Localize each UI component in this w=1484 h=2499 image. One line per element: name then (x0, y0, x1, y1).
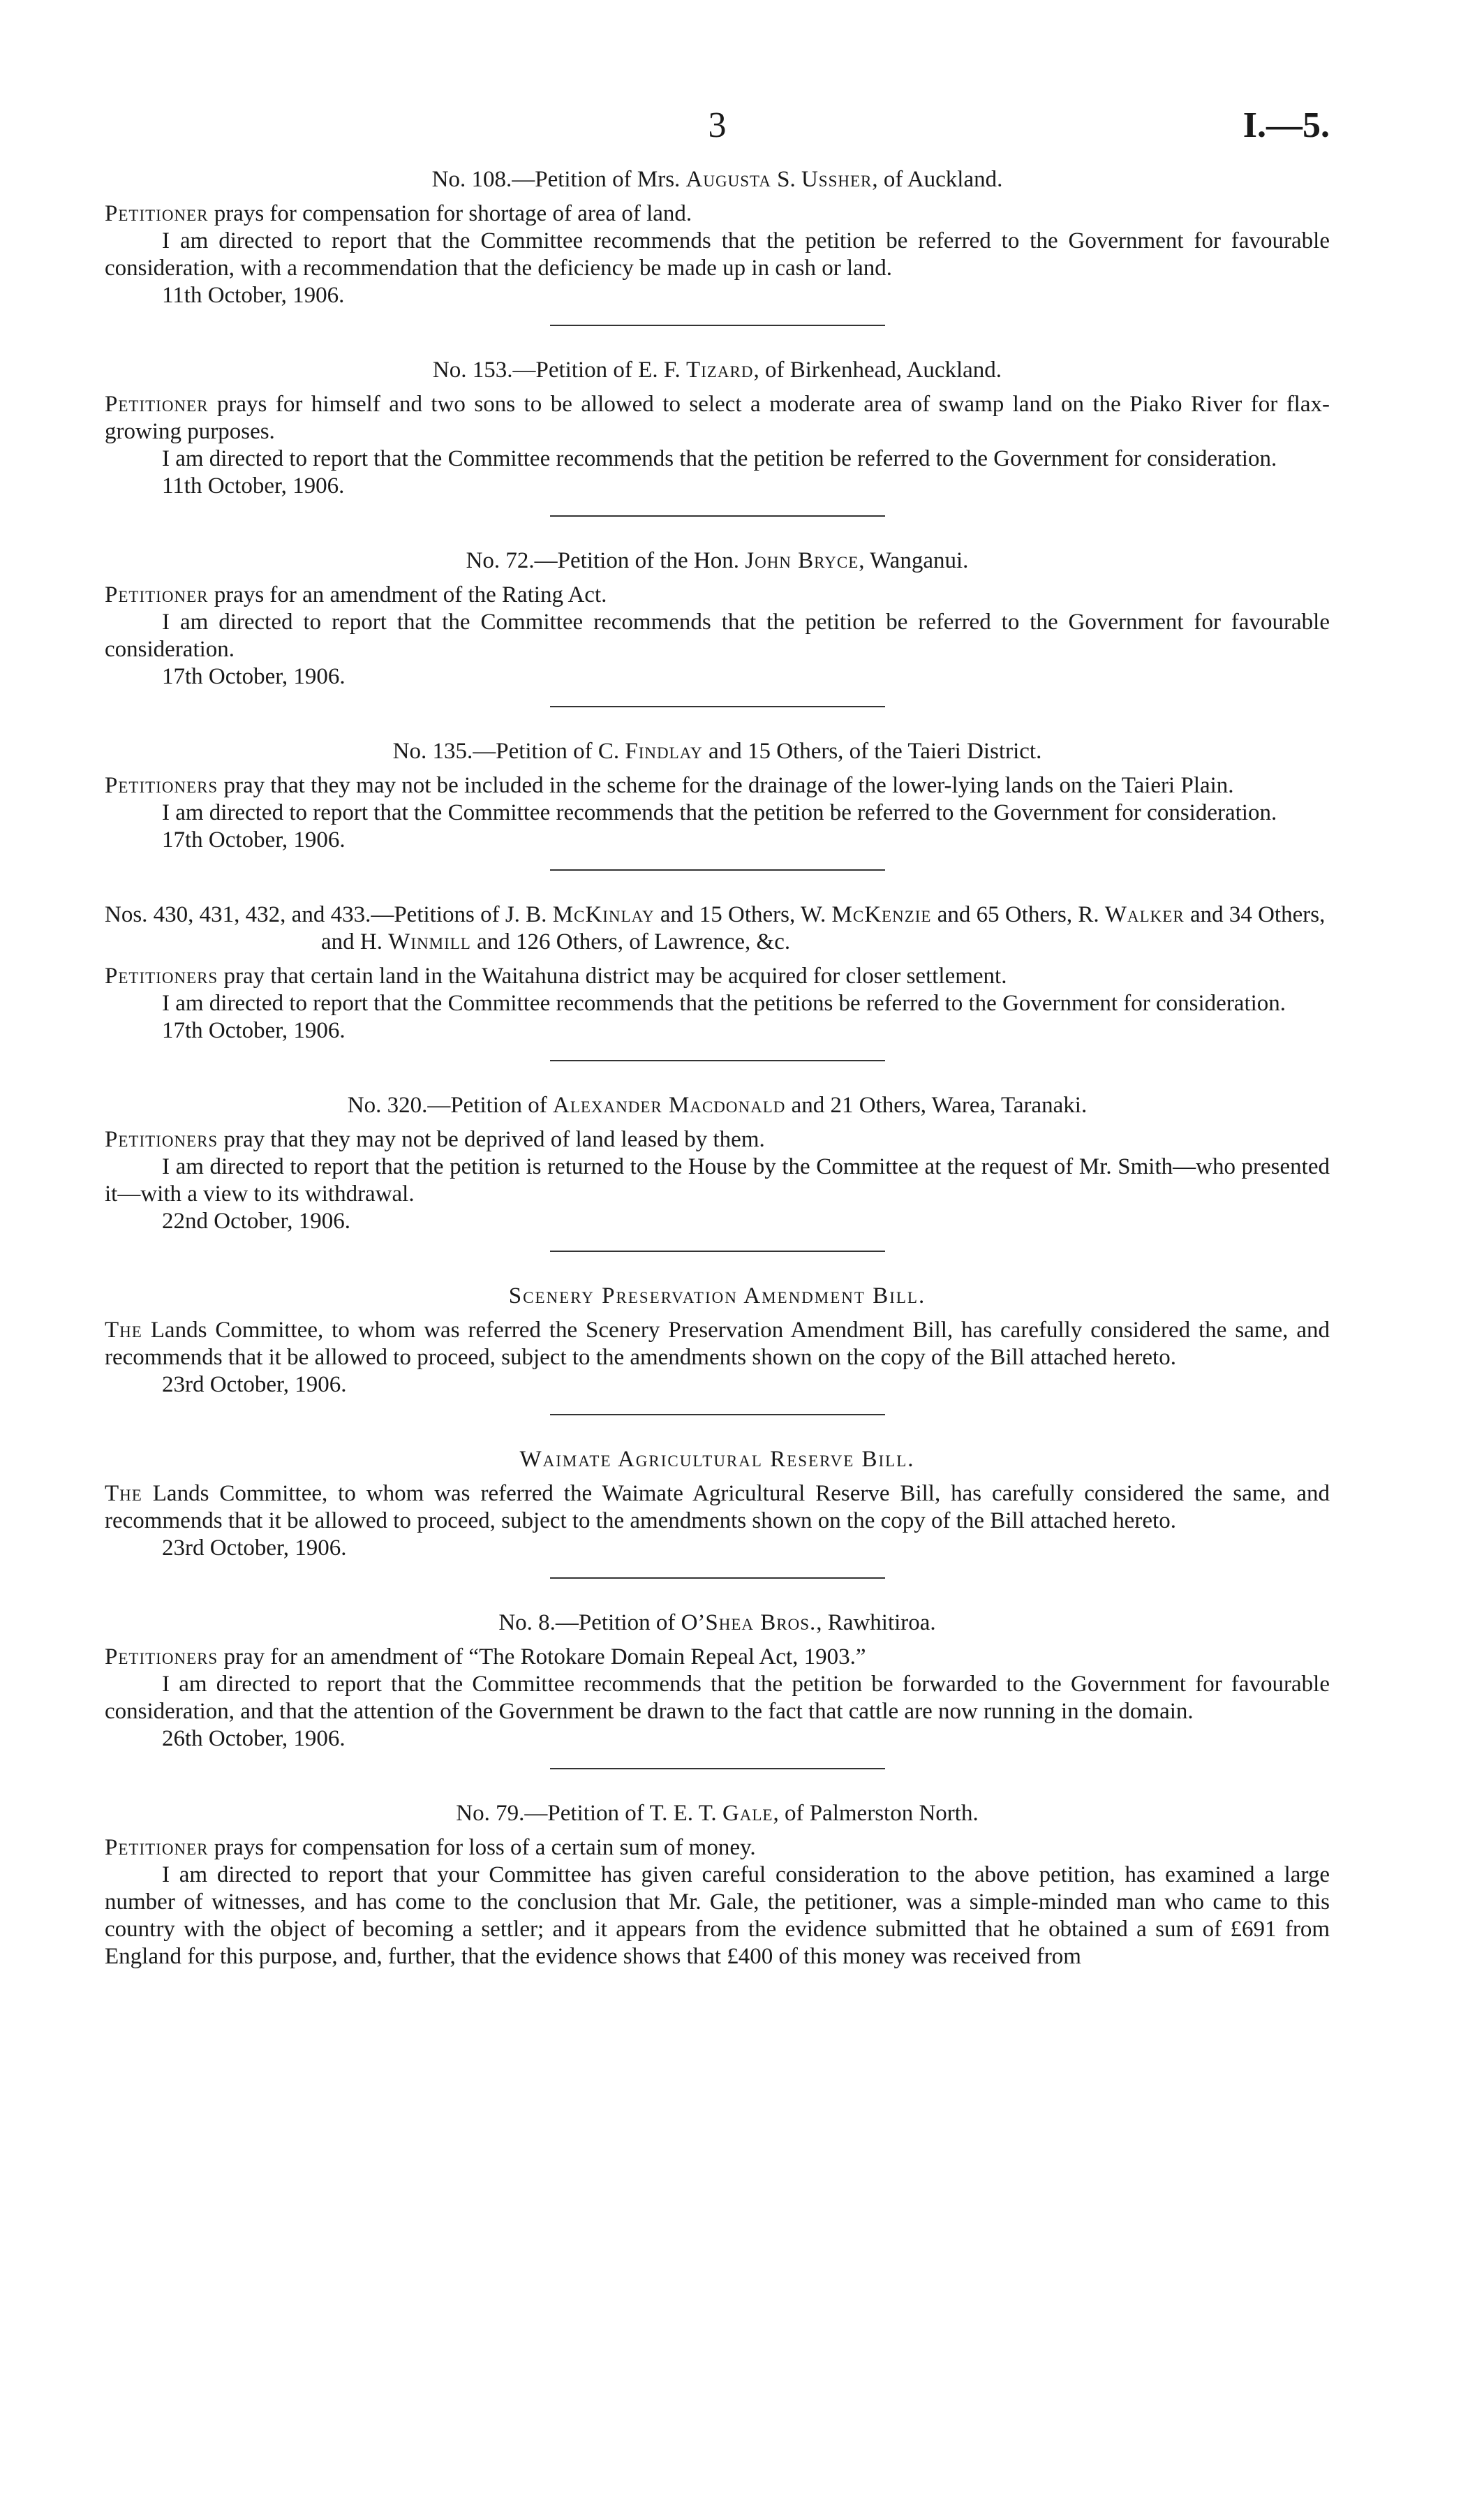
section-divider (550, 1577, 885, 1579)
report-paragraph (105, 1317, 1330, 1371)
title-name: Shea Bros. (705, 1610, 817, 1635)
report-paragraph: I am directed to report that the Committee recommends that the petition be referred to the Government for favourable consideration. (105, 610, 1330, 662)
title-name: Tizard (686, 357, 754, 383)
title-text: , of Birkenhead, Auckland. (753, 357, 1002, 383)
prayer-text: pray that they may not be deprived of land leased by them. (218, 1127, 765, 1152)
petition-72 (105, 547, 1330, 707)
section-heading: Waimate Agricultural Reserve Bill. (519, 1447, 915, 1472)
report-date: 22nd October, 1906. (162, 1209, 350, 1234)
title-text: and 34 Others, and H. (321, 902, 1326, 954)
section-title (105, 1609, 1330, 1637)
prayer-text: prays for compensation for loss of a certain sum of money. (208, 1835, 756, 1860)
report-date: 26th October, 1906. (162, 1726, 346, 1751)
prayer-text: prays for himself and two sons to be allowed to select a moderate area of swamp land on the Piako River for flax-growing purposes. (105, 392, 1330, 444)
petition-108 (105, 166, 1330, 326)
section-title (105, 738, 1330, 765)
petitions-430-433 (105, 901, 1330, 1061)
report-date: 23rd October, 1906. (162, 1372, 347, 1397)
report-date: 17th October, 1906. (162, 827, 346, 853)
petition-153 (105, 357, 1330, 517)
lead-word: Petitioner (105, 1835, 209, 1860)
petition-135 (105, 738, 1330, 871)
title-text: and 21 Others, Warea, Taranaki. (785, 1093, 1088, 1118)
lead-word: Petitioners (105, 773, 218, 798)
title-name: Winmill (388, 929, 471, 954)
lead-word: Petitioner (105, 201, 209, 226)
page-header (105, 105, 1330, 154)
lead-word: Petitioner (105, 392, 209, 417)
report-text: Lands Committee, to whom was referred the Scenery Preservation Amendment Bill, has carefully considered the same, and recommends that it be allowed to proceed, subject to the amendments shown on the copy of the Bill attached hereto. (105, 1318, 1330, 1370)
report-paragraph: I am directed to report that the Committee recommends that the petitions be referred to the Government for consideration. (162, 991, 1286, 1016)
prayer-paragraph (105, 1126, 1330, 1153)
page-number: 3 (708, 105, 727, 145)
prayer-paragraph (105, 1834, 1330, 1862)
title-name: Augusta (685, 167, 771, 192)
prayer-text: pray for an amendment of “The Rotokare Domain Repeal Act, 1903.” (218, 1644, 866, 1669)
title-text: No. 135.—Petition of C. (392, 739, 625, 764)
waimate-reserve-bill (105, 1446, 1330, 1579)
prayer-text: prays for compensation for shortage of area of land. (208, 201, 692, 226)
section-heading: Scenery Preservation Amendment Bill. (508, 1283, 926, 1309)
report-paragraph: I am directed to report that the Committee recommends that the petition be referred to the Government for consideration. (162, 800, 1277, 825)
section-title (105, 547, 1330, 575)
lead-word: Petitioners (105, 964, 218, 989)
report-date: 23rd October, 1906. (162, 1535, 347, 1561)
section-title (105, 166, 1330, 193)
section-divider (550, 706, 885, 707)
title-name: McKenzie (831, 902, 932, 927)
report-paragraph: I am directed to report that the petition is returned to the House by the Committee at the request of Mr. Smith—who presented it—with a view to its withdrawal. (105, 1154, 1330, 1207)
section-divider (550, 1060, 885, 1061)
lead-word: Petitioner (105, 582, 209, 607)
title-text: No. 8.—Petition of O’ (498, 1610, 706, 1635)
title-text: and 65 Others, R. (931, 902, 1105, 927)
lead-word: The (105, 1318, 142, 1343)
prayer-paragraph (105, 963, 1330, 990)
section-divider (550, 1251, 885, 1252)
report-paragraph: I am directed to report that the Committee recommends that the petition be referred to the Government for favourable consideration, with a recommendation that the deficiency be made up in cash or land. (105, 228, 1330, 281)
prayer-paragraph (105, 200, 1330, 228)
title-name: Gale (722, 1801, 773, 1826)
title-text: , of Auckland. (872, 167, 1003, 192)
prayer-paragraph (105, 391, 1330, 445)
title-text: and 15 Others, W. (654, 902, 832, 927)
prayer-text: pray that certain land in the Waitahuna district may be acquired for closer settlement. (218, 964, 1007, 989)
title-text: No. 320.—Petition of (347, 1093, 553, 1118)
prayer-paragraph (105, 772, 1330, 799)
title-text: , Wanganui. (859, 548, 969, 573)
report-paragraph (105, 1480, 1330, 1535)
title-text: , Rawhitiroa. (816, 1610, 936, 1635)
page-content (105, 166, 1330, 1970)
section-title (105, 1800, 1330, 1827)
prayer-paragraph (105, 1644, 1330, 1671)
title-text: No. 72.—Petition of the Hon. (466, 548, 745, 573)
title-text: , of Palmerston North. (773, 1801, 979, 1826)
section-title (105, 1092, 1330, 1119)
petition-79 (105, 1800, 1330, 1970)
lead-word: The (105, 1481, 142, 1506)
report-date: 17th October, 1906. (162, 664, 346, 689)
report-text: Lands Committee, to whom was referred the Waimate Agricultural Reserve Bill, has carefully considered the same, and recommends that it be allowed to proceed, subject to the amendments shown on the copy of the Bill attached hereto. (105, 1481, 1330, 1533)
title-name: Ussher (801, 167, 873, 192)
report-date: 11th October, 1906. (162, 473, 345, 499)
section-divider (550, 325, 885, 326)
section-title (105, 901, 1330, 956)
section-divider (550, 515, 885, 517)
report-date: 11th October, 1906. (162, 283, 345, 308)
lead-word: Petitioners (105, 1127, 218, 1152)
prayer-text: prays for an amendment of the Rating Act. (208, 582, 607, 607)
section-divider (550, 1414, 885, 1415)
scenery-preservation-bill (105, 1283, 1330, 1415)
report-paragraph: I am directed to report that the Committee recommends that the petition be forwarded to the Government for favourable consideration, and that the attention of the Government be drawn to the fact that cattle are now running in the domain. (105, 1672, 1330, 1724)
title-name: McKinlay (552, 902, 655, 927)
title-name: Findlay (625, 739, 703, 764)
title-name: John Bryce (745, 548, 859, 573)
title-text: Nos. 430, 431, 432, and 433.—Petitions of J. B. (105, 902, 553, 927)
report-paragraph: I am directed to report that the Committee recommends that the petition be referred to the Government for consideration. (162, 446, 1277, 471)
document-reference: I.—5. (1242, 105, 1330, 145)
title-text: and 126 Others, of Lawrence, &c. (470, 929, 791, 954)
title-name: Alexander Macdonald (553, 1093, 786, 1118)
section-title (105, 357, 1330, 384)
prayer-paragraph (105, 582, 1330, 609)
petition-8 (105, 1609, 1330, 1769)
section-divider (550, 1768, 885, 1769)
report-paragraph: I am directed to report that your Committee has given careful consideration to the above petition, has examined a large number of witnesses, and has come to the conclusion that Mr. Gale, the petitioner, was a simple-minded man who came to this country with the object of becoming a settler; and it appears from the evidence submitted that he obtained a sum of £691 from England for this purpose, and, further, that the evidence shows that £400 of this money was received from (105, 1862, 1330, 1969)
lead-word: Petitioners (105, 1644, 218, 1669)
title-text: No. 153.—Petition of E. F. (432, 357, 687, 383)
title-text: No. 108.—Petition of Mrs. (431, 167, 686, 192)
title-text: S. (771, 167, 801, 192)
section-divider (550, 869, 885, 871)
title-text: and 15 Others, of the Taieri District. (702, 739, 1042, 764)
title-text: No. 79.—Petition of T. E. T. (456, 1801, 722, 1826)
petition-320 (105, 1092, 1330, 1252)
prayer-text: pray that they may not be included in the scheme for the drainage of the lower-lying lands on the Taieri Plain. (218, 773, 1234, 798)
report-date: 17th October, 1906. (162, 1018, 346, 1043)
title-name: Walker (1104, 902, 1185, 927)
